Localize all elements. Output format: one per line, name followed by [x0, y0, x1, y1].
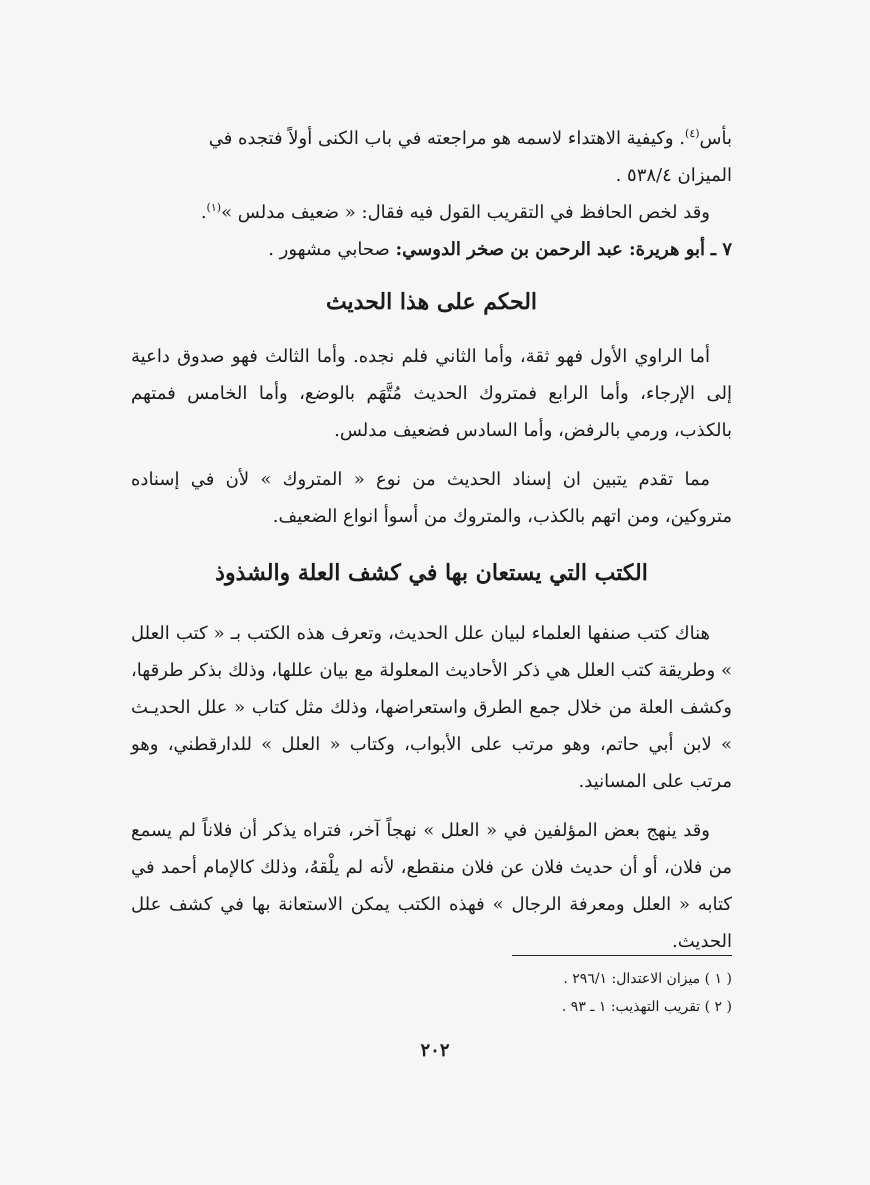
text-line: الميزان ٥٣٨/٤ . [615, 165, 732, 186]
section-heading: الكتب التي يستعان بها في كشف العلة والشذوذ [215, 560, 648, 586]
main-text [131, 120, 732, 960]
footnote: ( ١ ) ميزان الاعتدال: ٢٩٦/١ . [563, 971, 732, 987]
text-span: وقد لخص الحافظ في التقريب القول فيه فقال: « ضعيف مدلس » [221, 202, 710, 223]
footnote: ( ٢ ) تقريب التهذيب: ١ ـ ٩٣ . [561, 999, 732, 1015]
footnotes [562, 965, 732, 1021]
footnote-ref: (١) [206, 201, 222, 214]
paragraph: هناك كتب صنفها العلماء لبيان علل الحديث، وتعرف هذه الكتب بـ « كتب العلل » وطريقة كتب العلل هي ذكر الأحاديث المعلولة مع بيان عللها، وذلك بذكر طرقها، وكشف العلة من خلال جمع الطرق واستعراضها، وذلك مثل كتاب « علل الحديـث » لابن أبي حاتم، وهو مرتب على الأبواب، وكتاب « العلل » للدارقطني، وهو مرتب على المسانيد. [131, 623, 732, 792]
page-number: ٢٠٢ [420, 1040, 450, 1061]
narrator-name: أبو هريرة: عبد الرحمن بن صخر الدوسي: [395, 239, 706, 260]
section-heading: الحكم على هذا الحديث [325, 289, 538, 315]
item-number: ٧ ـ [710, 239, 732, 260]
footnote-ref: (٤) [685, 127, 700, 140]
narrator-description: صحابي مشهور . [268, 239, 390, 260]
footnote-divider [512, 955, 732, 956]
paragraph: وقد ينهج بعض المؤلفين في « العلل » نهجاً آخر، فتراه يذكر أن فلاناً لم يسمع من فلان، أو أن حديث فلان عن فلان منقطع، لأنه لم يلْقهُ، وذلك كالإمام أحمد في كتابه « العلل ومعرفة الرجال » فهذه الكتب يمكن الاستعانة بها في كشف علل الحديث. [131, 820, 732, 952]
text-span: . وكيفية الاهتداء لاسمه هو مراجعته في باب الكنى أولاً فتجده في [208, 128, 686, 149]
text-line [131, 120, 732, 157]
text-span: بأس [699, 128, 732, 149]
text-span: . [200, 202, 207, 223]
paragraph: مما تقدم يتبين ان إسناد الحديث من نوع « المتروك » لأن في إسناده متروكين، ومن اتهم بالكذب، والمتروك من أسوأ انواع الضعيف. [131, 469, 732, 527]
narrator-item-7 [131, 231, 732, 268]
text-line [131, 194, 732, 231]
paragraph: أما الراوي الأول فهو ثقة، وأما الثاني فلم نجده. وأما الثالث فهو صدوق داعية إلى الإرجاء، وأما الرابع فمتروك الحديث مُتَّهَم بالوضع، وأما الخامس فمتهم بالكذب، ورمي بالرفض، وأما السادس فضعيف مدلس. [131, 346, 732, 441]
